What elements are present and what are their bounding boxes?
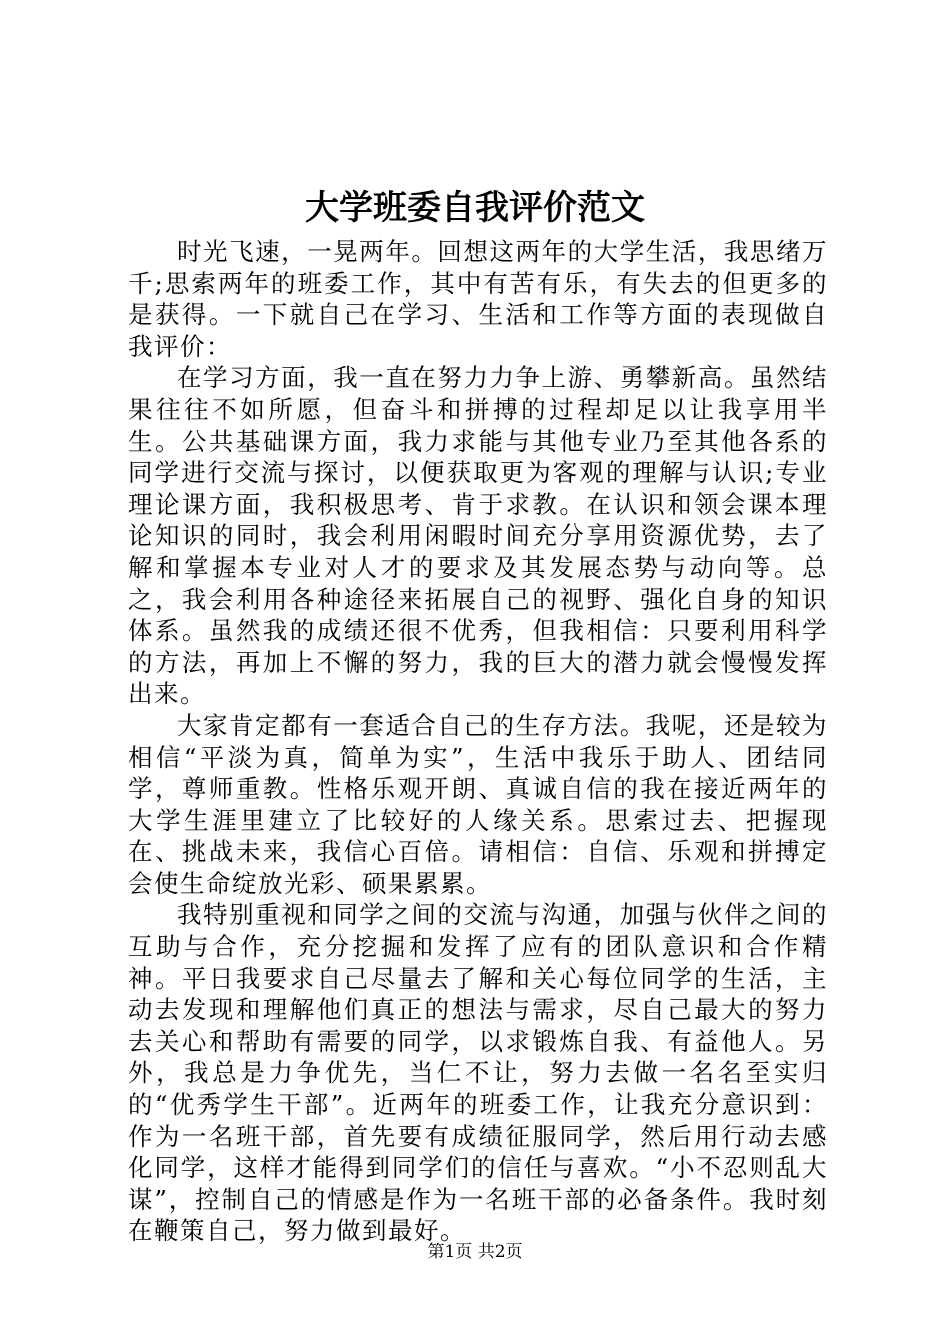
page-footer: 第1页 共2页 — [427, 1242, 523, 1262]
document-body — [128, 236, 828, 1247]
paragraph-study: 在学习方面，我一直在努力力争上游、勇攀新高。虽然结果往往不如所愿，但奋斗和拼搏的过程却足以让我享用半生。公共基础课方面，我力求能与其他专业乃至其他各系的同学进行交流与探讨，以便获取更为客观的理解与认识;专业理论课方面，我积极思考、肯于求教。在认识和领会课本理论知识的同时，我会利用闲暇时间充分享用资源优势，去了解和掌握本专业对人才的要求及其发展态势与动向等。总之，我会利用各种途径来拓展自己的视野、强化自身的知识体系。虽然我的成绩还很不优秀，但我相信：只要利用科学的方法，再加上不懈的努力，我的巨大的潜力就会慢慢发挥出来。 — [128, 363, 828, 709]
document-title: 大学班委自我评价范文 — [305, 188, 645, 228]
paragraph-intro: 时光飞速，一晃两年。回想这两年的大学生活，我思绪万千;思索两年的班委工作，其中有苦有乐，有失去的但更多的是获得。一下就自己在学习、生活和工作等方面的表现做自我评价： — [128, 237, 828, 361]
paragraph-work: 我特别重视和同学之间的交流与沟通，加强与伙伴之间的互助与合作，充分挖掘和发挥了应有的团队意识和合作精神。平日我要求自己尽量去了解和关心每位同学的生活，主动去发现和理解他们真正的想法与需求，尽自己最大的努力去关心和帮助有需要的同学，以求锻炼自我、有益他人。另外，我总是力争优先，当仁不让，努力去做一名名至实归的“优秀学生干部”。近两年的班委工作，让我充分意识到：作为一名班干部，首先要有成绩征服同学，然后用行动去感化同学，这样才能得到同学们的信任与喜欢。“小不忍则乱大谋”，控制自己的情感是作为一名班干部的必备条件。我时刻在鞭策自己，努力做到最好。 — [128, 900, 828, 1246]
paragraph-life: 大家肯定都有一套适合自己的生存方法。我呢，还是较为相信“平淡为真，简单为实”，生活中我乐于助人、团结同学，尊师重教。性格乐观开朗、真诚自信的我在接近两年的大学生涯里建立了比较好的人缘关系。思索过去、把握现在、挑战未来，我信心百倍。请相信：自信、乐观和拼搏定会使生命绽放光彩、硕果累累。 — [128, 710, 828, 898]
